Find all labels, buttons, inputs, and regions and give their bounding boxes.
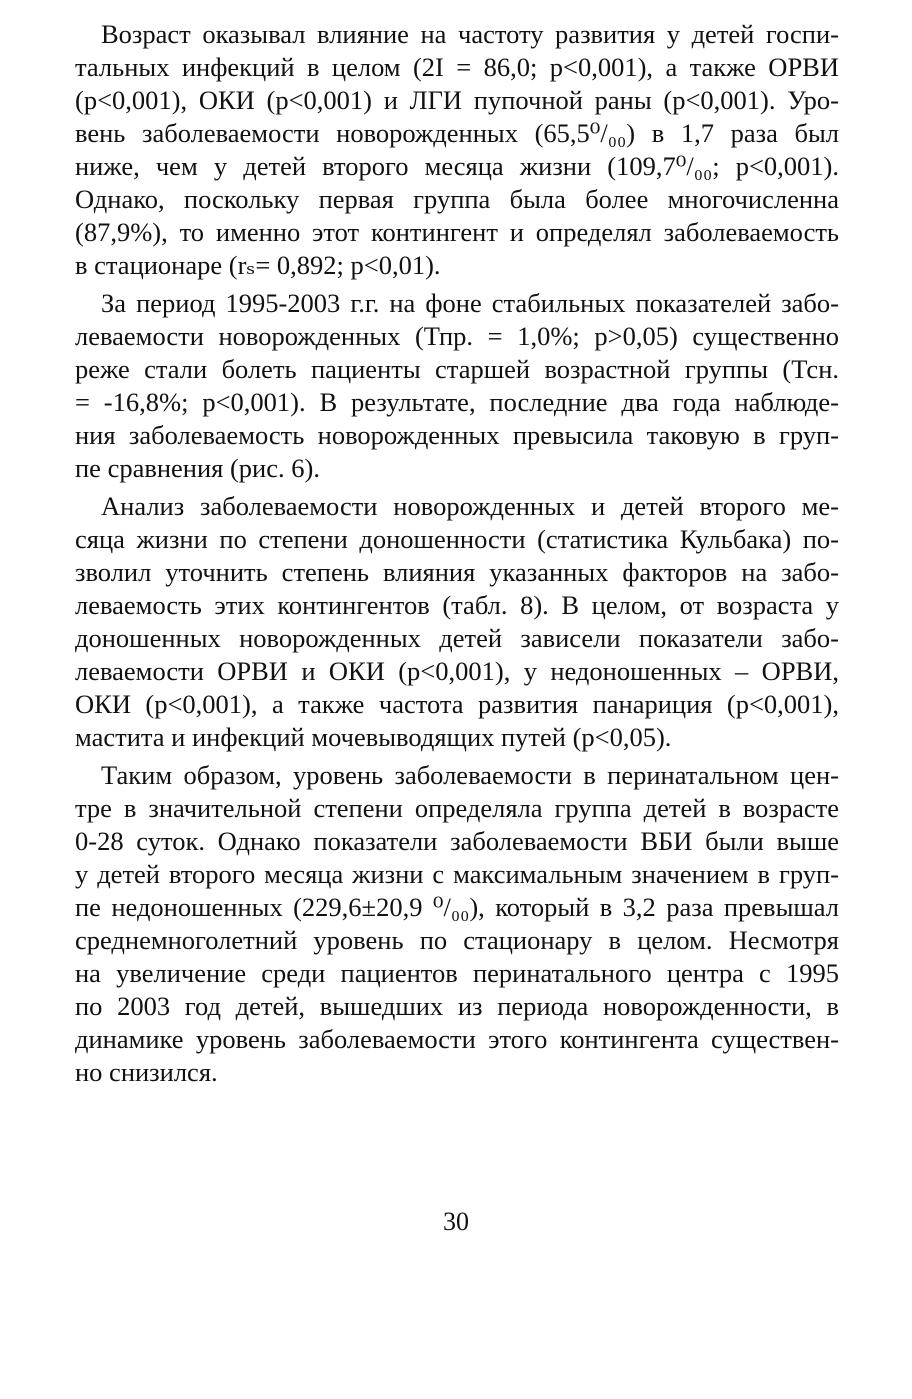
text-line: Возраст оказывал влияние на частоту развития у детей госпи- xyxy=(101,19,839,49)
paragraph-3 xyxy=(75,490,839,754)
paragraph-1 xyxy=(75,18,839,282)
text-line: 0-28 суток. Однако показатели заболеваемости ВБИ были выше xyxy=(75,826,839,856)
text-line: (p<0,001), ОКИ (p<0,001) и ЛГИ пупочной раны (p<0,001). Уро- xyxy=(75,85,839,115)
text-line: Однако, поскольку первая группа была более многочисленна xyxy=(75,184,839,214)
text-line: у детей второго месяца жизни с максимальным значением в груп- xyxy=(75,859,839,889)
text-line: тальных инфекций в целом (2I = 86,0; p<0,001), а также ОРВИ xyxy=(75,52,839,82)
text-line: среднемноголетний уровень по стационару в целом. Несмотря xyxy=(75,925,839,955)
text-line: пе сравнения (рис. 6). xyxy=(75,453,320,483)
text-line: Таким образом, уровень заболеваемости в перинатальном цен- xyxy=(101,760,839,790)
text-line: вень заболеваемости новорожденных (65,5⁰/₀₀) в 1,7 раза был xyxy=(75,118,839,148)
paragraph-2 xyxy=(75,287,839,485)
text-line: ния заболеваемость новорожденных превысила таковую в груп- xyxy=(75,420,839,450)
text-line: Анализ заболеваемости новорожденных и детей второго ме- xyxy=(101,491,839,521)
text-line: сяца жизни по степени доношенности (статистика Кульбака) по- xyxy=(75,524,839,554)
text-line: ОКИ (p<0,001), а также частота развития панариция (p<0,001), xyxy=(75,689,839,719)
text-line: тре в значительной степени определяла группа детей в возрасте xyxy=(75,793,839,823)
text-line: зволил уточнить степень влияния указанных факторов на забо- xyxy=(75,557,839,587)
text-line: = -16,8%; p<0,001). В результате, последние два года наблюде- xyxy=(75,387,839,417)
text-line: реже стали болеть пациенты старшей возрастной группы (Тсн. xyxy=(75,354,839,384)
text-line: (87,9%), то именно этот контингент и определял заболеваемость xyxy=(75,217,839,247)
text-line: по 2003 год детей, вышедших из периода новорожденности, в xyxy=(75,991,839,1021)
text-line: мастита и инфекций мочевыводящих путей (p<0,05). xyxy=(75,722,672,752)
text-line: доношенных новорожденных детей зависели показатели забо- xyxy=(75,623,839,653)
text-line: леваемость этих контингентов (табл. 8). В целом, от возраста у xyxy=(75,590,839,620)
text-line: но снизился. xyxy=(75,1057,218,1087)
paragraph-4 xyxy=(75,759,839,1089)
text-line: на увеличение среди пациентов перинатального центра с 1995 xyxy=(75,958,839,988)
text-line: пе недоношенных (229,6±20,9 ⁰/₀₀), который в 3,2 раза превышал xyxy=(75,892,839,922)
text-line: динамике уровень заболеваемости этого контингента существен- xyxy=(75,1024,839,1054)
page-number: 30 xyxy=(443,1207,469,1236)
page-body xyxy=(75,18,839,1094)
text-line: леваемости новорожденных (Тпр. = 1,0%; p>0,05) существенно xyxy=(75,321,839,351)
text-line: За период 1995-2003 г.г. на фоне стабильных показателей забо- xyxy=(101,288,839,318)
text-line: в стационаре (rₛ= 0,892; p<0,01). xyxy=(75,250,441,280)
text-line: ниже, чем у детей второго месяца жизни (109,7⁰/₀₀; p<0,001). xyxy=(75,151,839,181)
text-line: леваемости ОРВИ и ОКИ (p<0,001), у недоношенных – ОРВИ, xyxy=(75,656,839,686)
